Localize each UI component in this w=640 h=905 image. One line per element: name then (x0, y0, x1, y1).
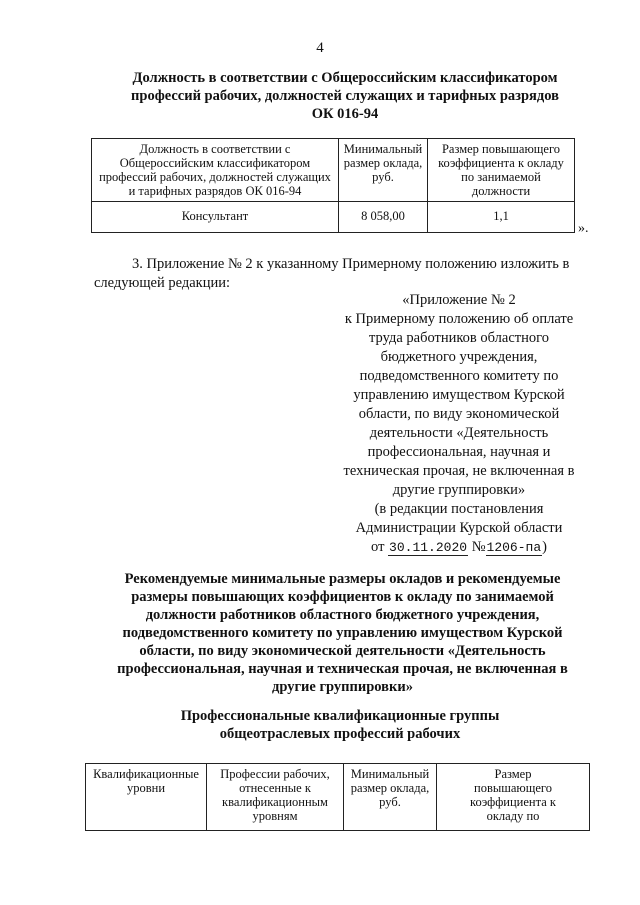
header-line: размер оклада, (343, 156, 423, 170)
main-title-line: Рекомендуемые минимальные размеры окладов и рекомендуемые (124, 571, 561, 587)
header-line: уровни (126, 781, 166, 795)
header-line: Минимальный (343, 142, 423, 156)
main-title-line: должности работников областного бюджетного учреждения, (145, 607, 540, 623)
subsection-title-line: Профессиональные квалификационные группы (180, 708, 500, 724)
amendment-paragraph (94, 255, 594, 293)
section-title-line: Должность в соответствии с Общероссийским классификатором (132, 70, 558, 86)
appendix-line: Администрации Курской области (355, 520, 563, 536)
appendix-header (325, 291, 593, 557)
appendix-date-line (325, 538, 593, 557)
main-title-line: области, по виду экономической деятельности «Деятельность (139, 643, 546, 659)
header-line: Минимальный (350, 767, 430, 781)
appendix-line: деятельности «Деятельность (369, 425, 549, 441)
header-line: квалификационным (222, 795, 328, 809)
page-number: 4 (316, 40, 324, 56)
appendix-line: (в редакции постановления (374, 501, 544, 517)
closing-quote-mark: ». (578, 221, 589, 236)
header-line: по занимаемой (461, 170, 541, 184)
main-title-line: размеры повышающих коэффициентов к окладу по занимаемой (131, 589, 554, 605)
main-title (90, 570, 595, 696)
header-line: Должность в соответствии с (139, 142, 291, 156)
section-title-line: ОК 016-94 (311, 106, 379, 122)
header-line: повышающего (474, 781, 552, 795)
appendix-line: труда работников областного (369, 330, 549, 346)
header-line: Размер повышающего (441, 142, 561, 156)
header-cell-coefficient (437, 764, 590, 831)
header-line: Профессии рабочих, (220, 767, 330, 781)
date-prefix: от (371, 539, 385, 555)
qualification-table (85, 763, 590, 831)
header-line: Размер (494, 767, 532, 781)
header-line: коэффициента к окладу (438, 156, 564, 170)
table-header-row (86, 764, 590, 831)
header-line: размер оклада, (350, 781, 430, 795)
subsection-title (120, 707, 560, 743)
header-line: профессий рабочих, должностей служащих (99, 170, 331, 184)
paragraph-line: 3. Приложение № 2 к указанному Примерному положению изложить (132, 256, 559, 272)
header-cell-salary (339, 139, 428, 202)
header-line: должности (471, 184, 531, 198)
header-line: и тарифных разрядов ОК 016-94 (128, 184, 302, 198)
table-row (92, 202, 575, 233)
number-prefix: № (471, 539, 486, 555)
appendix-line: бюджетного учреждения, (380, 349, 538, 365)
section-title (95, 69, 595, 123)
header-cell-professions (207, 764, 344, 831)
appendix-line: области, по виду экономической (358, 406, 560, 422)
header-line: Квалификационные (93, 767, 199, 781)
header-cell-position (92, 139, 339, 202)
main-title-line: профессиональная, научная и техническая прочая, не включенная в (117, 661, 568, 677)
main-title-line: подведомственного комитету по управлению имуществом Курской (122, 625, 563, 641)
section-title-line: профессий рабочих, должностей служащих и тарифных разрядов (131, 88, 559, 104)
cell-coefficient: 1,1 (428, 202, 575, 233)
header-line: Общероссийским классификатором (119, 156, 311, 170)
header-line: руб. (379, 795, 401, 809)
header-line: коэффициента к (470, 795, 556, 809)
appendix-line: к Примерному положению об оплате (344, 311, 574, 327)
header-line: отнесенные к (239, 781, 311, 795)
header-cell-levels (86, 764, 207, 831)
appendix-line: управлению имуществом Курской (353, 387, 565, 403)
table-header-row (92, 139, 575, 202)
subsection-title-line: общеотраслевых профессий рабочих (219, 726, 461, 742)
header-cell-coefficient (428, 139, 575, 202)
main-title-line: другие группировки» (272, 679, 413, 695)
date-suffix: ) (542, 539, 547, 555)
header-line: уровням (252, 809, 298, 823)
appendix-line: техническая прочая, не включенная в (343, 463, 575, 479)
position-table (91, 138, 575, 233)
resolution-date: 30.11.2020 (389, 540, 468, 555)
header-line: руб. (372, 170, 394, 184)
header-cell-salary (344, 764, 437, 831)
appendix-line: подведомственного комитету по (359, 368, 559, 384)
cell-salary: 8 058,00 (339, 202, 428, 233)
appendix-line: другие группировки» (392, 482, 526, 498)
resolution-number: 1206-па (486, 540, 542, 555)
paragraph-line: в следующей редакции: (94, 256, 570, 291)
appendix-line: профессиональная, научная и (367, 444, 551, 460)
cell-position: Консультант (92, 202, 339, 233)
header-line: окладу по (486, 809, 540, 823)
appendix-line: «Приложение № 2 (402, 292, 516, 308)
